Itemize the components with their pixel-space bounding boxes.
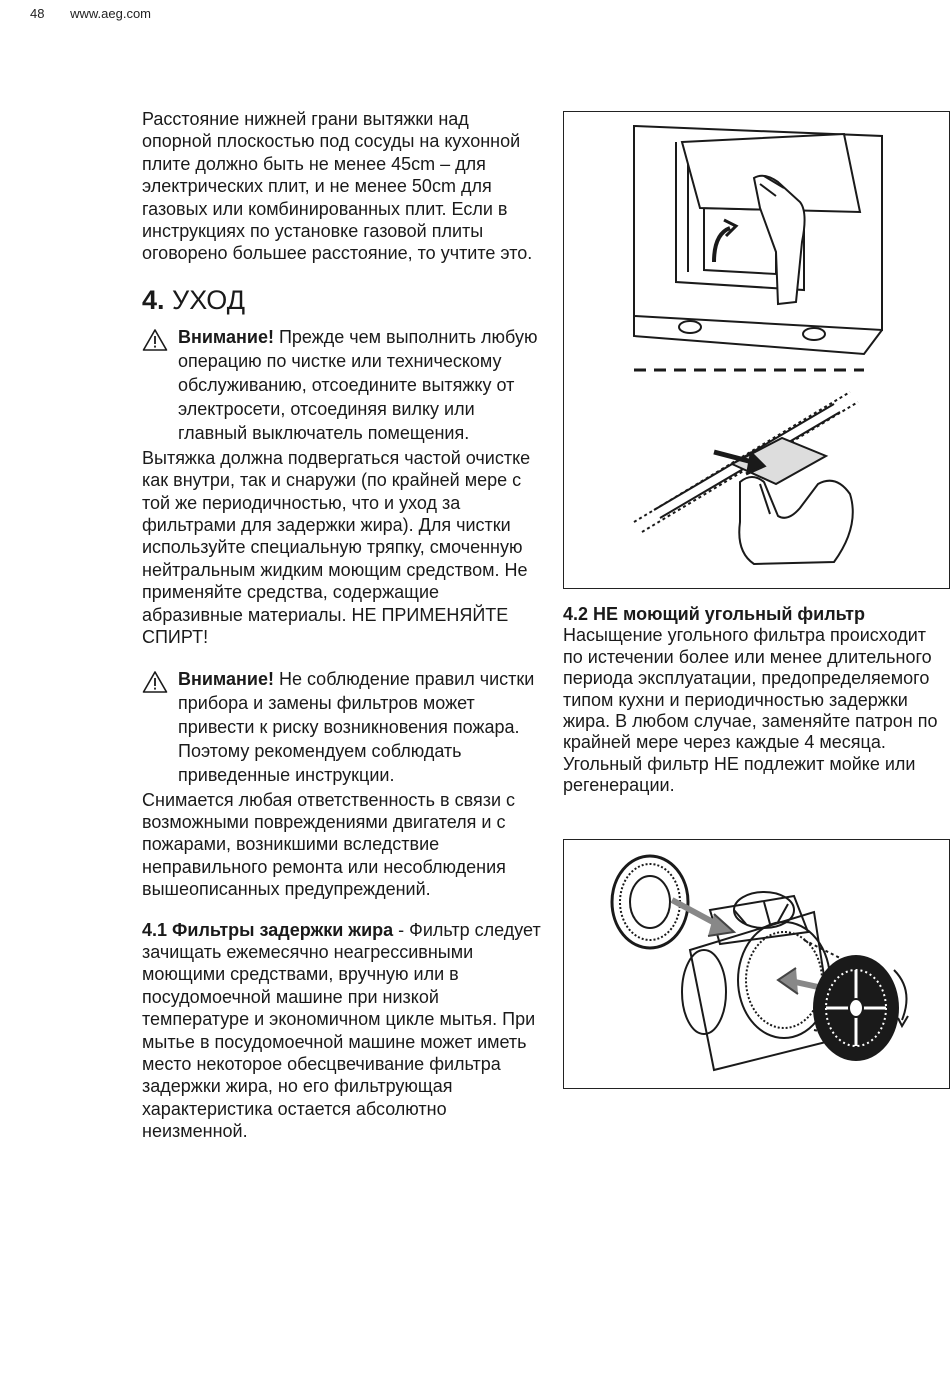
warning-triangle-icon — [142, 670, 168, 694]
page-number: 48 — [30, 6, 45, 21]
carbon-filter-paragraph: Насыщение угольного фильтра происходит по истечении более или менее длительного периода эксплуатации, предопределяемого типом кухни и периодичностью задержки жира. В любом случае, заменяйте патрон по крайней мере через каждые 4 месяца. Угольный фильтр НЕ подлежит мойке или регенерации. — [563, 625, 938, 796]
carbon-filter-heading — [563, 604, 948, 625]
motor-filter-drawing — [564, 840, 948, 1087]
warning-label: Внимание! — [178, 326, 274, 347]
grease-filters-text: - Фильтр следует зачищать ежемесячно неагрессивными моющими средствами, вручную или в посудомоечной машине при низкой температуре и экономичном цикле мытья. При мытье в посудомоечной машине может иметь место некоторое обесцвечивание фильтра задержки жира, но его фильтрующая характеристика остается абсолютно неизменной. — [142, 919, 541, 1142]
liability-paragraph: Снимается любая ответственность в связи с возможными повреждениями двигателя и с пожарами, возникшими вследствие неправильного ремонта или несоблюдения вышеописанных предупреждений. — [142, 789, 516, 900]
right-column — [563, 604, 948, 797]
warning-label: Внимание! — [178, 668, 274, 689]
carbon-filter-heading-text: 4.2 НЕ моющий угольный фильтр — [563, 604, 865, 624]
cleaning-paragraph: Вытяжка должна подвергаться частой очистке как внутри, так и снаружи (по крайней мере с той же периодичностью, что и уход за фильтрами для задержки жира). Для чистки используйте специальную тряпку, смоченную нейтральным жидким моющим средством. Не применяйте средства, содержащие абразивные материалы. НЕ ПРИМЕНЯЙТЕ СПИРТ! — [142, 447, 531, 648]
grease-filter-removal-illustration — [563, 111, 950, 589]
grease-filters-heading: 4.1 Фильтры задержки жира — [142, 919, 394, 940]
warning-block-1 — [142, 325, 542, 445]
intro-paragraph: Расстояние нижней грани вытяжки над опорной плоскостью под сосуды на кухонной плите должно быть не менее 45cm – для электрических плит, и не менее 50cm для газовых или комбинированных плит. Если в инструкциях по установке газовой плиты оговорено большее расстояние, то учтите это. — [142, 109, 533, 264]
warning-text: Не соблюдение правил чистки прибора и замены фильтров может привести к риску возникновения пожара. Поэтому рекомендуем соблюдать приведенные инструкции. — [178, 668, 535, 785]
carbon-filter-illustration — [563, 839, 950, 1089]
website-url[interactable]: www.aeg.com — [70, 6, 152, 21]
section-title: УХОД — [172, 284, 246, 315]
left-column — [142, 108, 542, 1143]
warning-block-2 — [142, 667, 542, 787]
hood-filter-drawing — [564, 112, 948, 587]
section-heading — [142, 285, 542, 315]
page-header — [30, 6, 151, 21]
warning-text: Прежде чем выполнить любую операцию по чистке или техническому обслуживанию, отсоедините вытяжку от электросети, отсоединяя вилку или главный выключатель помещения. — [178, 326, 538, 443]
grease-filters-paragraph — [142, 919, 542, 1143]
warning-triangle-icon — [142, 328, 168, 352]
section-number: 4. — [142, 284, 165, 315]
